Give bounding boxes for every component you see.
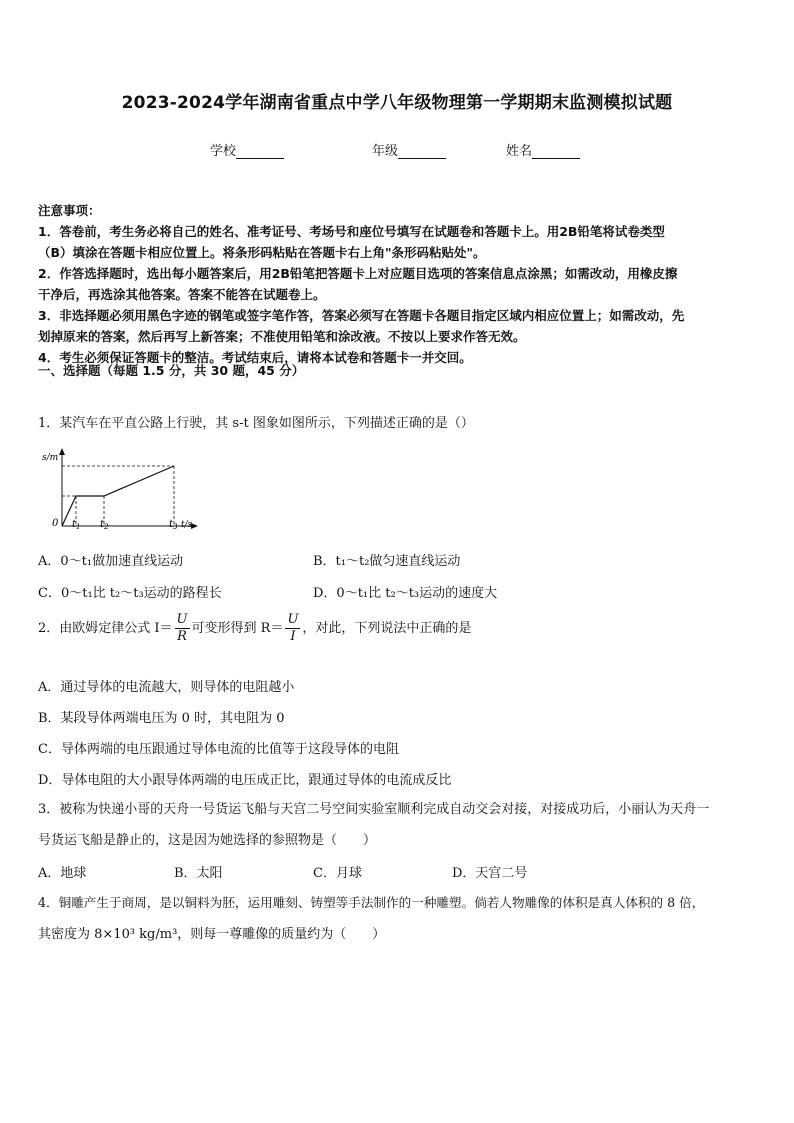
notice-section [38, 200, 768, 368]
section-heading: 一、选择题（每题 1.5 分，共 30 题，45 分） [38, 363, 305, 378]
q2-option-c: C．导体两端的电压跟通过导体电流的比值等于这段导体的电阻 [38, 742, 399, 757]
grade-label: 年级 [372, 144, 399, 159]
y-axis-label: s/m [42, 453, 59, 463]
q3-option-d: D．天宫二号 [452, 866, 528, 881]
q1-option-d: D．0～t₁比 t₂～t₃运动的速度大 [313, 586, 498, 601]
grade-blank [398, 144, 446, 159]
name-label: 姓名 [506, 144, 533, 159]
q1-option-b: B．t₁～t₂做匀速直线运动 [313, 554, 461, 569]
t3-label: $t_3$ [169, 519, 178, 531]
notice-line: 划掉原来的答案，然后再写上新答案；不准使用铅笔和涂改液。不按以上要求作答无效。 [38, 329, 526, 344]
question-3-line2: 号货运飞船是静止的，这是因为她选择的参照物是（ ） [38, 833, 377, 848]
grade-field [372, 140, 446, 159]
notice-line: 1．答卷前，考生务必将自己的姓名、准考证号、考场号和座位号填写在试题卷和答题卡上。用2B铅笔将试卷类型 [38, 224, 665, 239]
question-2-stem [38, 612, 471, 645]
st-graph [38, 446, 208, 536]
q2-text-post: ，对此，下列说法中正确的是 [302, 621, 472, 636]
name-field [506, 140, 580, 159]
q2-option-a: A．通过导体的电流越大，则导体的电阻越小 [38, 680, 295, 695]
notice-line: 2．作答选择题时，选出每小题答案后，用2B铅笔把答题卡上对应题目选项的答案信息点涂黑；如需改动，用橡皮擦 [38, 266, 678, 281]
q3-option-b: B．太阳 [174, 866, 223, 881]
notice-line: 3．非选择题必须用黑色字迹的钢笔或签字笔作答，答案必须写在答题卡各题目指定区域内相应位置上；如需改动，先 [38, 308, 685, 323]
q3-option-c: C．月球 [313, 866, 362, 881]
q2-text-mid: 可变形得到 R＝ [191, 621, 284, 636]
school-field [210, 140, 284, 159]
question-3-line1: 3．被称为快递小哥的天舟一号货运飞船与天宫二号空间实验室顺利完成自动交会对接，对接成功后，小丽认为天舟一 [38, 802, 710, 817]
page-title: 2023-2024学年湖南省重点中学八年级物理第一学期期末监测模拟试题 [121, 93, 673, 113]
name-blank [532, 144, 580, 159]
origin-label: 0 [52, 518, 59, 529]
notice-line: 干净后，再选涂其他答案。答案不能答在试题卷上。 [38, 287, 326, 302]
graph-line [62, 466, 174, 526]
t1-label: $t_1$ [72, 519, 81, 531]
question-4-line2: 其密度为 8×10³ kg/m³，则每一尊雕像的质量约为（ ） [38, 927, 386, 942]
notice-heading: 注意事项： [38, 203, 101, 218]
y-axis-arrow [59, 448, 65, 455]
school-blank [236, 144, 284, 159]
q1-option-a: A．0～t₁做加速直线运动 [38, 554, 184, 569]
formula-u-over-i: $\frac{U}{I}$ [287, 612, 299, 644]
notice-line: （B）填涂在答题卡相应位置上。将条形码粘贴在答题卡右上角"条形码粘贴处"。 [38, 245, 486, 260]
q1-option-c: C．0～t₁比 t₂～t₃运动的路程长 [38, 586, 222, 601]
t2-label: $t_2$ [100, 519, 109, 531]
q3-option-a: A．地球 [38, 866, 87, 881]
q2-text-pre: 2．由欧姆定律公式 I＝ [38, 621, 173, 636]
notice-line: 4．考生必须保证答题卡的整洁。考试结束后，请将本试卷和答题卡一并交回。 [38, 350, 472, 365]
formula-u-over-r: $\frac{U}{R}$ [176, 612, 188, 644]
q2-option-b: B．某段导体两端电压为 0 时，其电阻为 0 [38, 711, 285, 726]
question-4-line1: 4．铜雕产生于商周，是以铜料为胚，运用雕刻、铸塑等手法制作的一种雕塑。倘若人物雕像的体积是真人体积的 8 倍， [38, 895, 705, 910]
question-1-stem: 1．某汽车在平直公路上行驶，其 s-t 图象如图所示，下列描述正确的是（） [38, 416, 474, 431]
x-axis-label: t/s [181, 520, 193, 530]
school-label: 学校 [210, 144, 237, 159]
q2-option-d: D．导体电阻的大小跟导体两端的电压成正比，跟通过导体的电流成反比 [38, 773, 452, 788]
